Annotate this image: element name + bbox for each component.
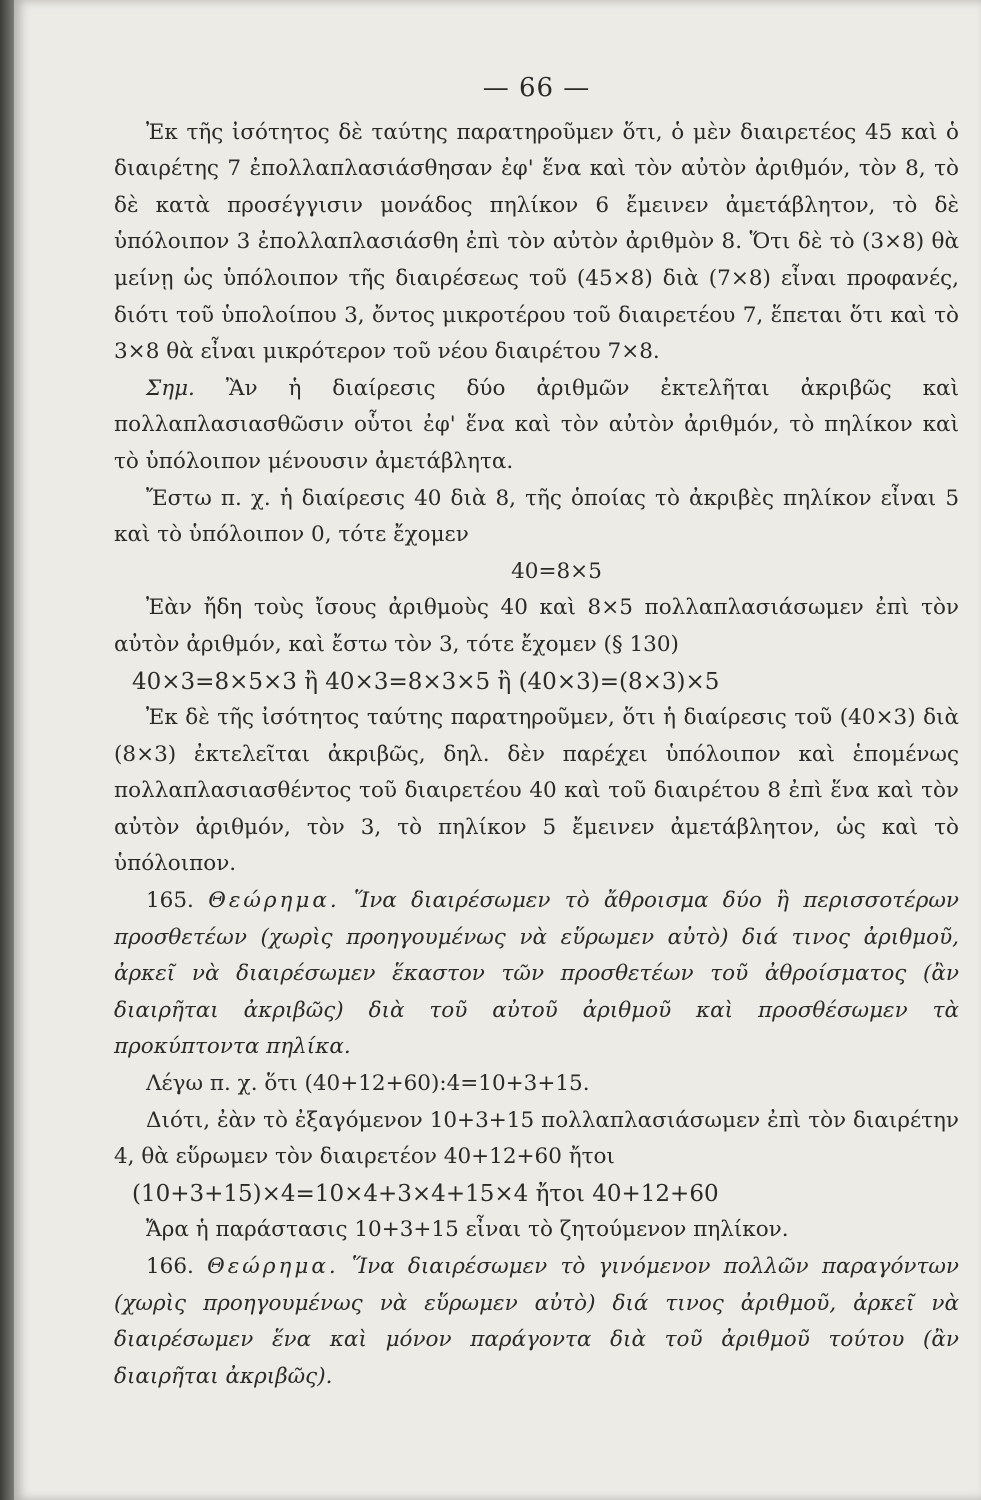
book-page (14, 0, 981, 1500)
theorem-166-text: Ἵνα διαιρέσωμεν τὸ γινόμενον πολλῶν παραγόντων (χωρὶς προηγουμένως νὰ εὕρωμεν αὐτὸ) διά τινος ἀριθμοῦ, ἀρκεῖ νὰ διαιρέσωμεν ἕνα καὶ μόνον παράγοντα διὰ τοῦ ἀριθμοῦ τούτου (ἂν διαιρῆται ἀκριβῶς). (114, 1254, 959, 1389)
paragraph-3: Ἔστω π. χ. ἡ διαίρεσις 40 διὰ 8, τῆς ὁποίας τὸ ἀκριβὲς πηλίκον εἶναι 5 καὶ τὸ ὑπόλοιπον 0, τότε ἔχομεν (114, 485, 959, 548)
equation-2: 40×3=8×5×3 ἢ 40×3=8×3×5 ἢ (40×3)=(8×3)×5 (132, 668, 720, 695)
theorem-165-label: Θεώρημα. (208, 888, 340, 914)
paragraph-5: Ἐκ δὲ τῆς ἰσότητος ταύτης παρατηροῦμεν, ὅτι ἡ διαίρεσις τοῦ (40×3) διὰ (8×3) ἐκτελεῖται ἀκριβῶς, δηλ. δὲν παρέχει ὑπόλοιπον καὶ ἑπομένως πολλαπλασιασθέντος τοῦ διαιρετέου 40 καὶ τοῦ διαιρέτου 8 ἐπὶ ἕνα καὶ τὸν αὐτὸν ἀριθμόν, τὸν 3, τὸ πηλίκον 5 ἔμεινεν ἀμετάβλητον, ὡς καὶ τὸ ὑπόλοιπον. (114, 705, 959, 877)
equation-1: 40=8×5 (511, 558, 602, 584)
equation-3: (10+3+15)×4=10×4+3×4+15×4 ἤτοι 40+12+60 (132, 1180, 719, 1207)
page-number: — 66 — (482, 73, 591, 103)
paragraph-1: Ἐκ τῆς ἰσότητος δὲ ταύτης παρατηροῦμεν ὅτι, ὁ μὲν διαιρετέος 45 καὶ ὁ διαιρέτης 7 ἐπολλαπλασιάσθησαν ἐφ' ἕνα καὶ τὸν αὐτὸν ἀριθμόν, τὸν 8, τὸ δὲ κατὰ προσέγγισιν μονάδος πηλίκον 6 ἔμεινεν ἀμετάβλητον, τὸ δὲ ὑπόλοιπον 3 ἐπολλαπλασιάσθη ἐπὶ τὸν αὐτὸν ἀριθμὸν 8. Ὅτι δὲ τὸ (3×8) θὰ μείνῃ ὡς ὑπόλοιπον τῆς διαιρέσεως τοῦ (45×8) διὰ (7×8) εἶναι προφανές, διότι τοῦ ὑπολοίπου 3, ὄντος μικροτέρου τοῦ διαιρετέου 7, ἕπεται ὅτι καὶ τὸ 3×8 θὰ εἶναι μικρότερον τοῦ νέου διαιρέτου 7×8. (114, 119, 959, 365)
page-text (114, 70, 959, 1395)
paragraph-7: Διότι, ἐὰν τὸ ἐξαγόμενον 10+3+15 πολλαπλασιάσωμεν ἐπὶ τὸν διαιρέτην 4, θὰ εὕρωμεν τὸν διαιρετέον 40+12+60 ἤτοι (114, 1107, 959, 1170)
note-paragraph (114, 371, 959, 481)
theorem-166-number: 166. (146, 1254, 194, 1279)
theorem-166-label: Θεώρημα. (207, 1254, 339, 1279)
paragraph-6: Λέγω π. χ. ὅτι (40+12+60):4=10+3+15. (146, 1071, 590, 1097)
paragraph-8: Ἄρα ἡ παράστασις 10+3+15 εἶναι τὸ ζητούμενον πηλίκον. (146, 1217, 789, 1243)
note-label: Σημ. (146, 375, 195, 401)
theorem-166 (114, 1249, 959, 1395)
theorem-165-number: 165. (146, 888, 194, 914)
theorem-165 (114, 883, 959, 1066)
theorem-165-text: Ἵνα διαιρέσωμεν τὸ ἄθροισμα δύο ἢ περισσοτέρων προσθετέων (χωρὶς προηγουμένως νὰ εὕρωμεν αὐτὸ) διά τινος ἀριθμοῦ, ἀρκεῖ νὰ διαιρέσωμεν ἕκαστον τῶν προσθετέων τοῦ ἀθροίσματος (ἂν διαιρῆται ἀκριβῶς) διὰ τοῦ αὐτοῦ ἀριθμοῦ καὶ προσθέσωμεν τὰ προκύπτοντα πηλίκα. (114, 888, 959, 1060)
paragraph-4: Ἐὰν ἤδη τοὺς ἴσους ἀριθμοὺς 40 καὶ 8×5 πολλαπλασιάσωμεν ἐπὶ τὸν αὐτὸν ἀριθμόν, καὶ ἔστω τὸν 3, τότε ἔχομεν (§ 130) (114, 595, 959, 657)
note-text: Ἂν ἡ διαίρεσις δύο ἀριθμῶν ἐκτελῆται ἀκριβῶς καὶ πολλαπλασιασθῶσιν οὗτοι ἐφ' ἕνα καὶ τὸν αὐτὸν ἀριθμόν, τὸ πηλίκον καὶ τὸ ὑπόλοιπον μένουσιν ἀμετάβλητα. (114, 375, 959, 474)
